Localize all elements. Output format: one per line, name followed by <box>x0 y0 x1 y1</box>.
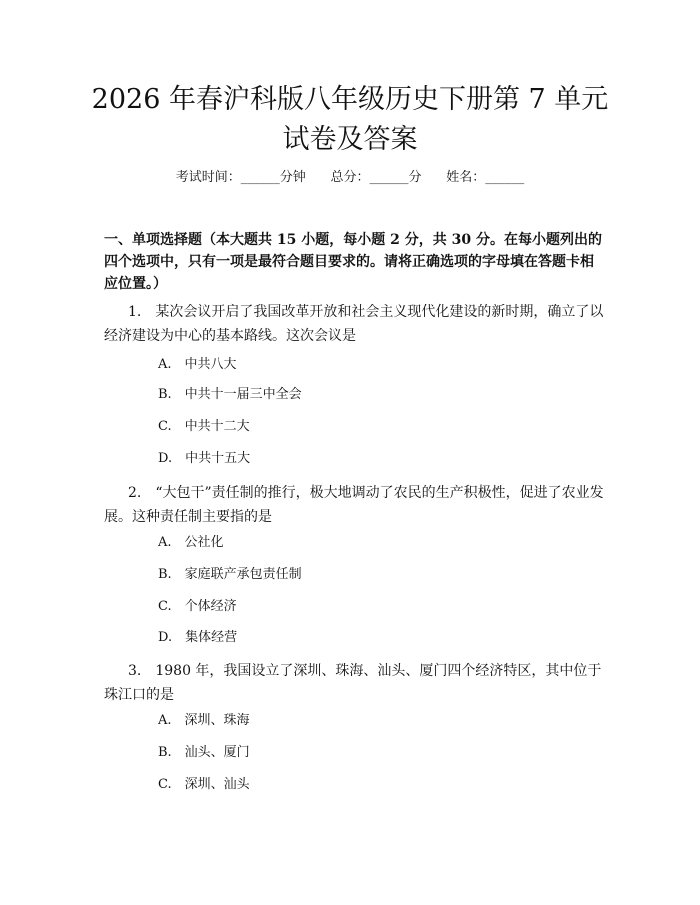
question-3-option-c: C. 深圳、汕头 <box>158 777 250 792</box>
question-2-option-c: C. 个体经济 <box>158 599 237 614</box>
question-1-option-d: D. 中共十五大 <box>158 451 251 466</box>
question-3-option-b: B. 汕头、厦门 <box>158 745 250 760</box>
exam-info-line: 考试时间：______分钟 总分：______分 姓名：______ <box>175 170 525 185</box>
question-1-option-b: B. 中共十一届三中全会 <box>158 387 302 402</box>
question-2-option-d: D. 集体经营 <box>158 630 238 645</box>
question-3-option-a: A. 深圳、珠海 <box>158 713 250 728</box>
question-2-stem: 2. “大包干”责任制的推行，极大地调动了农民的生产积极性，促进了农业发展。这种责任制主要指的是 <box>104 485 604 525</box>
section-heading: 一、单项选择题（本大题共 15 小题，每小题 2 分，共 30 分。在每小题列出的四个选项中，只有一项是最符合题目要求的。请将正确选项的字母填在答题卡相应位置。） <box>104 232 602 292</box>
question-1-option-c: C. 中共十二大 <box>158 419 250 434</box>
document-title: 2026 年春沪科版八年级历史下册第 7 单元试卷及答案 <box>91 84 609 155</box>
question-2-option-b: B. 家庭联产承包责任制 <box>158 567 302 582</box>
question-1-stem: 1. 某次会议开启了我国改革开放和社会主义现代化建设的新时期，确立了以经济建设为中心的基本路线。这次会议是 <box>104 304 604 344</box>
question-1-option-a: A. 中共八大 <box>158 357 237 372</box>
question-3-stem: 3. 1980 年，我国设立了深圳、珠海、汕头、厦门四个经济特区，其中位于珠江口的是 <box>104 663 602 703</box>
question-2-option-a: A. 公社化 <box>158 535 224 550</box>
